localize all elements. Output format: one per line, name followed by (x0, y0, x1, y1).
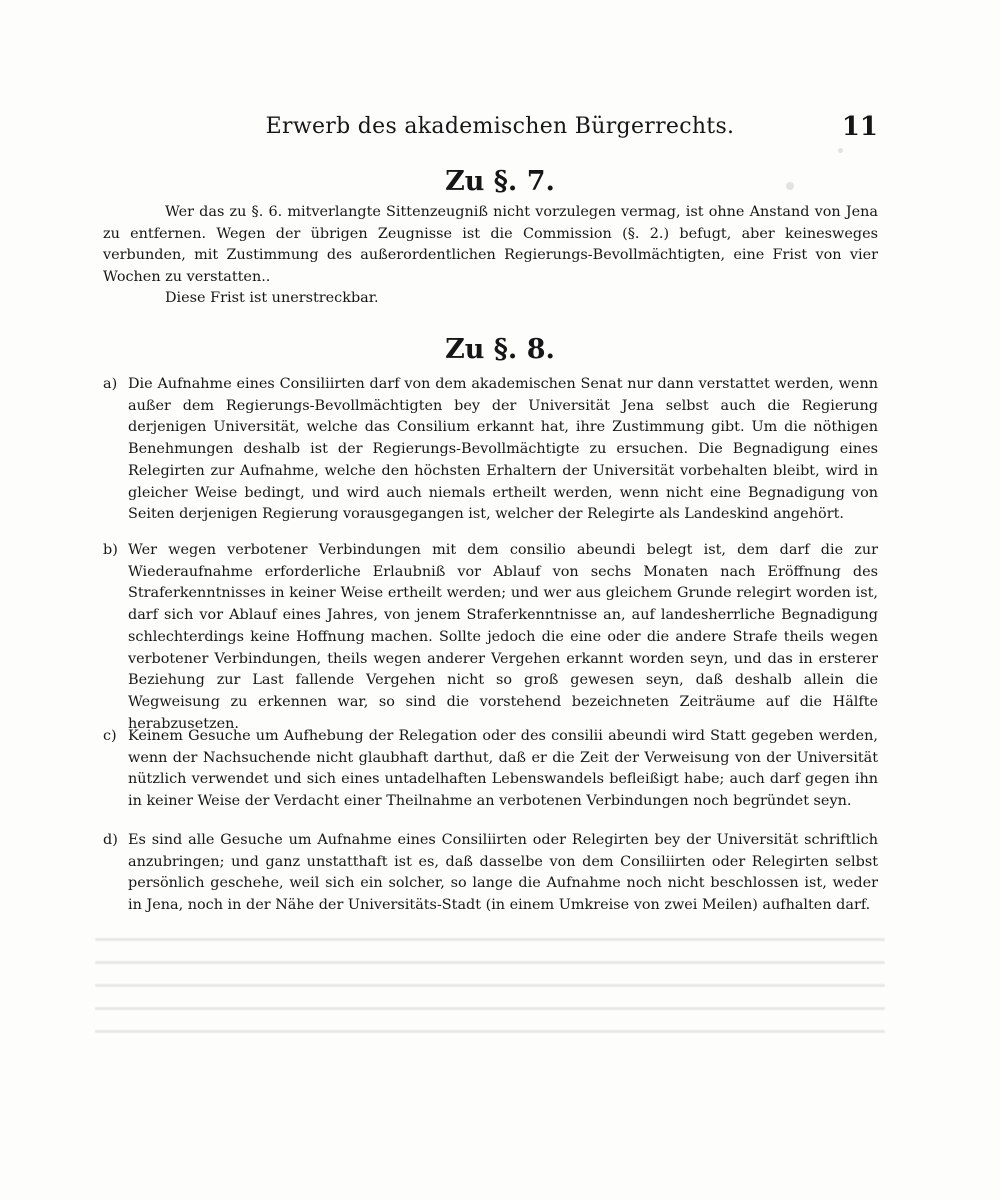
page-number: 11 (841, 112, 878, 142)
item-marker: c) (103, 728, 117, 744)
item-marker: a) (103, 376, 118, 392)
section-8-item-a (103, 374, 878, 526)
section-7-paragraph: Wer das zu §. 6. mitverlangte Sittenzeugniß nicht vorzulegen vermag, ist ohne Anstand von Jena zu entfernen. Wegen der übrigen Zeugnisse ist die Commission (§. 2.) befugt, aber keinesweges verbunden, mit Zustimmung des außerordentlichen Regierungs-Bevollmächtigten, eine Frist von vier Wochen zu verstatten.. (103, 204, 878, 286)
paper-stain (786, 182, 794, 190)
item-text: Wer wegen verbotener Verbindungen mit dem consilio abeundi belegt ist, dem darf die zur Wiederaufnahme erforderliche Erlaubniß vor Ablauf von sechs Monaten nach Eröffnung des Straferkenntnisses in keiner Weise ertheilt werden; und wer aus gleichem Grunde relegirt worden ist, darf sich vor Ablauf eines Jahres, von jenem Straferkenntnisse an, auf landesherrliche Begnadigung schlechterdings keine Hoffnung machen. Sollte jedoch die eine oder die andere Strafe theils wegen verbotener Verbindungen, theils wegen anderer Vergehen erkannt worden seyn, und das in ersterer Beziehung zur Last fallende Vergehen nicht so groß gewesen seyn, daß deshalb allein die Wegweisung zu erkennen war, so sind die vorstehend bezeichneten Zeiträume auf die Hälfte herabzusetzen. (128, 542, 878, 732)
running-title: Erwerb des akademischen Bürgerrechts. (265, 114, 735, 139)
show-through-from-reverse (95, 938, 885, 1058)
item-text: Es sind alle Gesuche um Aufnahme eines Consiliirten oder Relegirten bey der Universität schriftlich anzubringen; und ganz unstatthaft ist es, daß dasselbe von dem Consiliirten oder Relegirten selbst persönlich geschehe, weil sich ein solcher, so lange die Aufnahme noch nicht beschlossen ist, weder in Jena, noch in der Nähe der Universitäts-Stadt (in einem Umkreise von zwei Meilen) aufhalten darf. (128, 832, 878, 914)
section-8-item-b (103, 540, 878, 735)
section-8-item-c (103, 726, 878, 813)
section-8-heading: Zu §. 8. (445, 334, 555, 365)
paper-stain (838, 148, 843, 153)
running-head (0, 112, 1000, 148)
section-7-heading: Zu §. 7. (445, 166, 555, 197)
section-7-paragraph: Diese Frist ist unerstreckbar. (165, 290, 379, 306)
section-8-item-d (103, 830, 878, 917)
item-marker: d) (103, 832, 118, 848)
item-text: Keinem Gesuche um Aufhebung der Relegation oder des consilii abeundi wird Statt gegeben werden, wenn der Nachsuchende nicht glaubhaft darthut, daß er die Zeit der Verweisung von der Universität nützlich verwendet und sich eines untadelhaften Lebenswandels befleißigt habe; auch darf gegen ihn in keiner Weise der Verdacht einer Theilnahme an verbotenen Verbindungen noch begründet seyn. (128, 728, 878, 810)
item-text: Die Aufnahme eines Consiliirten darf von dem akademischen Senat nur dann verstattet werden, wenn außer dem Regierungs-Bevollmächtigten bey der Universität Jena selbst auch die Regierung derjenigen Universität, welche das Consilium erkannt hat, ihre Zustimmung gibt. Um die nöthigen Benehmungen deshalb ist der Regierungs-Bevollmächtigte zu ersuchen. Die Begnadigung eines Relegirten zur Aufnahme, welche den höchsten Erhaltern der Universität vorbehalten bleibt, wird in gleicher Weise bedingt, und wird auch niemals ertheilt werden, wenn nicht eine Begnadigung von Seiten derjenigen Regierung vorausgegangen ist, welcher der Relegirte als Landeskind angehört. (128, 376, 878, 523)
item-marker: b) (103, 542, 118, 558)
